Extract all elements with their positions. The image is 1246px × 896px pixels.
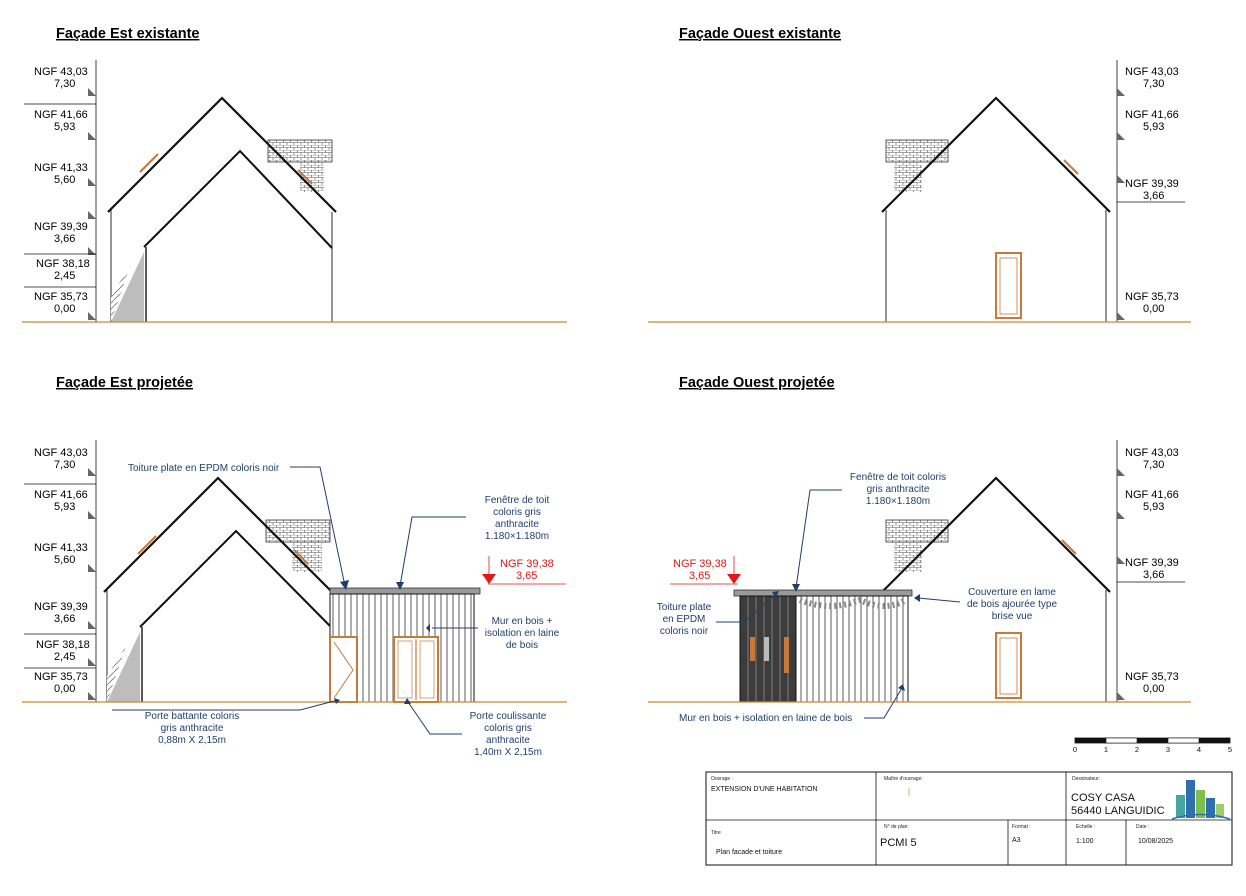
title-block [706,772,1232,865]
annotation-flat-roof-line: coloris noir [659,626,709,637]
level-rel: 7,30 [1143,459,1165,471]
annotation-sliding-door-line: Porte coulissante [469,711,547,722]
level-ngf: NGF 39,39 [34,221,88,233]
ouvrage-label: Ouvrage : [711,776,733,782]
annotation-wall: Mur en bois + isolation en laine de bois [679,713,853,724]
level-ngf: NGF 41,66 [34,489,88,501]
level-ngf: NGF 35,73 [34,671,88,683]
annotation-swing-door-line: Porte battante coloris [144,711,240,722]
level-rel: 3,66 [1143,190,1165,202]
west-existing-levels [1117,60,1185,322]
plan-number-value: PCMI 5 [880,837,917,849]
level-ngf: NGF 39,38 [673,558,727,570]
scale-label: Echelle : [1076,824,1096,830]
annotation-skylight-line: gris anthracite [866,484,930,495]
level-ngf: NGF 41,33 [34,162,88,174]
ouvrage-value: EXTENSION D'UNE HABITATION [711,786,818,793]
scale-tick-label: 5 [1227,745,1233,754]
level-rel: 5,93 [1143,121,1165,133]
level-ngf: NGF 43,03 [34,66,88,78]
title-east-existing: Façade Est existante [56,26,200,42]
title-label: Titre [711,830,721,836]
scale-bar [1073,738,1232,754]
scale-value: 1:100 [1076,838,1094,845]
designer-label: Dessinateur: [1072,776,1101,782]
level-rel: 5,93 [54,501,76,513]
level-rel: 2,45 [54,651,76,663]
level-rel: 5,93 [54,121,76,133]
level-ngf: NGF 43,03 [1125,66,1179,78]
annotation-swing-door-line: gris anthracite [160,723,224,734]
east-existing-building [108,98,336,322]
west-projected-levels [1117,440,1185,702]
annotation-sliding-door-line: 1,40m X 2,15m [474,747,542,758]
scale-tick-label: 1 [1103,745,1109,754]
date-value: 10/08/2025 [1138,838,1174,845]
level-ngf: NGF 41,66 [34,109,88,121]
plan-number-label: N° de plan: [884,824,909,830]
title-value: Plan facade et toiture [716,849,783,856]
designer-name: COSY CASA [1071,792,1135,804]
level-rel: 3,66 [54,613,76,625]
level-rel: 0,00 [54,683,76,695]
new-level-marker-west [670,556,741,584]
annotation-skylight-line: 1.180×1.180m [484,531,550,542]
east-projected-levels [24,440,96,702]
annotation-sliding-door-line: coloris gris [484,723,532,734]
level-ngf: NGF 43,03 [1125,447,1179,459]
level-ngf: NGF 39,38 [500,558,554,570]
annotation-cover-line: Couverture en lame [968,587,1056,598]
east-projected-existing-house [104,478,332,702]
west-existing-building [882,98,1110,322]
date-label: Date : [1136,824,1150,830]
level-ngf: NGF 35,73 [34,291,88,303]
level-rel: 0,00 [54,303,76,315]
level-rel: 5,93 [1143,501,1165,513]
designer-city: 56440 LANGUIDIC [1071,805,1165,817]
level-rel: 0,00 [1143,683,1165,695]
owner-label: Maître d'ouvrage: [884,776,923,782]
level-rel: 0,00 [1143,303,1165,315]
annotation-flat-roof: Toiture plate en EPDM coloris noir [128,463,280,474]
level-ngf: NGF 41,66 [1125,109,1179,121]
annotation-flat-roof-line: Toiture plate [656,602,712,613]
east-projected-extension [330,588,480,702]
level-rel: 7,30 [54,459,76,471]
scale-tick-label: 4 [1196,745,1202,754]
annotation-wall-line: isolation en laine [484,628,560,639]
annotation-sliding-door-line: anthracite [486,735,530,746]
level-rel: 7,30 [54,78,76,90]
scale-tick-label: 0 [1072,745,1078,754]
level-rel: 3,65 [689,570,711,582]
title-east-projected: Façade Est projetée [56,375,193,391]
format-label: Format : [1012,824,1031,830]
level-rel: 5,60 [54,554,76,566]
annotation-skylight-line: Fenêtre de toit [484,495,550,506]
level-ngf: NGF 35,73 [1125,291,1179,303]
scale-tick-label: 3 [1165,745,1171,754]
level-ngf: NGF 39,39 [1125,178,1179,190]
level-ngf: NGF 38,18 [36,258,90,270]
level-ngf: NGF 38,18 [36,639,90,651]
annotation-skylight-line: Fenêtre de toit coloris [849,472,947,483]
scale-tick-label: 2 [1134,745,1140,754]
title-west-existing: Façade Ouest existante [679,26,841,42]
title-west-projected: Façade Ouest projetée [679,375,835,391]
annotation-cover-line: brise vue [991,611,1033,622]
level-rel: 3,66 [1143,569,1165,581]
annotation-wall-line: de bois [505,640,539,651]
level-ngf: NGF 39,39 [34,601,88,613]
level-ngf: NGF 35,73 [1125,671,1179,683]
level-rel: 3,66 [54,233,76,245]
level-rel: 7,30 [1143,78,1165,90]
format-value: A3 [1012,837,1021,844]
level-ngf: NGF 43,03 [34,447,88,459]
annotation-cover-line: de bois ajourée type [966,599,1058,610]
level-rel: 3,65 [516,570,538,582]
level-ngf: NGF 39,39 [1125,557,1179,569]
east-existing-levels [24,60,96,322]
level-rel: 2,45 [54,270,76,282]
new-level-marker-east [482,556,566,584]
annotation-wall-line: Mur en bois + [491,616,553,627]
annotation-swing-door-line: 0,88m X 2,15m [158,735,226,746]
annotation-flat-roof-line: en EPDM [662,614,706,625]
annotation-skylight-line: coloris gris [493,507,541,518]
annotation-skylight-line: 1.180×1.180m [865,496,931,507]
level-rel: 5,60 [54,174,76,186]
annotation-skylight-line: anthracite [495,519,539,530]
level-ngf: NGF 41,66 [1125,489,1179,501]
level-ngf: NGF 41,33 [34,542,88,554]
